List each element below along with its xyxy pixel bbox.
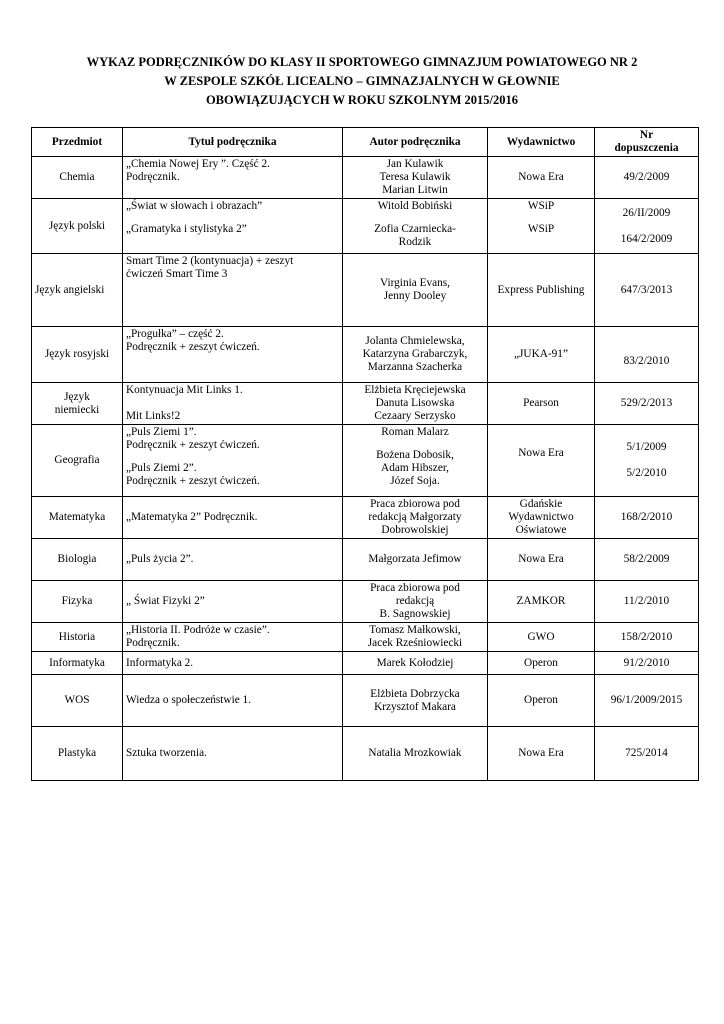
cell-subject: Język rosyjski [32,327,123,383]
number-line: 5/2/2010 [626,467,667,479]
author-line: Cezaary Serzysko [374,410,456,422]
table-row [32,675,699,727]
table-row [32,539,699,581]
author-line: Marian Litwin [382,184,448,196]
cell-number: 529/2/2013 [595,383,699,425]
title-line: Smart Time 2 (kontynuacja) + zeszyt [126,255,294,267]
cell-subject: Chemia [32,157,123,199]
title-line: Podręcznik + zeszyt ćwiczeń. [126,475,260,487]
cell-publisher: ZAMKOR [488,581,595,623]
number-line: 26/II/2009 [622,206,671,219]
cell-publisher [488,497,595,539]
title-line: ćwiczeń Smart Time 3 [126,268,228,280]
author-line: Dobrowolskiej [381,524,449,536]
cell-publisher: Pearson [488,383,595,425]
header-number-line-1: Nr [639,129,654,141]
author-line: Rodzik [398,236,432,248]
cell-publisher: Operon [488,675,595,727]
author-line: Jolanta Chmielewska, [365,335,465,347]
table-row [32,497,699,539]
cell-title: „Puls życia 2”. [123,539,343,581]
author-line: Jan Kulawik [386,158,444,170]
publisher-line: Wydawnictwo [508,511,574,523]
author-line: Bożena Dobosik, [376,449,454,461]
document-title [20,53,704,110]
cell-author [343,157,488,199]
author-line: Józef Soja. [390,475,440,487]
cell-number: 11/2/2010 [595,581,699,623]
cell-subject: WOS [32,675,123,727]
cell-subject: Matematyka [32,497,123,539]
cell-publisher: Nowa Era [488,539,595,581]
cell-title: Informatyka 2. [123,652,343,675]
title-line: „Świat w słowach i obrazach” [126,200,263,212]
author-line: Jacek Rześniowiecki [367,637,463,649]
cell-author: Marek Kołodziej [343,652,488,675]
publisher-line: Oświatowe [515,524,567,536]
author-line: Elżbieta Dobrzycka [370,687,460,700]
cell-title [123,254,343,327]
title-line: Kontynuacja Mit Links 1. [126,384,243,396]
cell-author [343,199,488,254]
table-row [32,652,699,675]
title-line: „Puls Ziemi 2”. [126,462,197,474]
textbook-table [31,127,699,781]
author-line: Danuta Lisowska [375,397,455,409]
author-line: Roman Malarz [381,426,449,438]
cell-title [123,327,343,383]
author-line: Jenny Dooley [383,290,447,302]
title-line: Mit Links!2 [126,410,181,422]
publisher-line: Gdańskie [519,498,563,510]
table-row [32,327,699,383]
cell-number: 58/2/2009 [595,539,699,581]
header-author: Autor podręcznika [343,128,488,157]
cell-publisher: Express Publishing [488,254,595,327]
cell-subject [32,383,123,425]
cell-number: 96/1/2009/2015 [595,675,699,727]
author-line: Elżbieta Kręciejewska [364,384,466,396]
title-line-3: OBOWIĄZUJĄCYCH W ROKU SZKOLNYM 2015/2016 [205,93,519,107]
title-line: Podręcznik. [126,637,180,649]
title-line-2: W ZESPOLE SZKÓŁ LICEALNO – GIMNAZJALNYCH W GŁOWNIE [164,74,560,88]
cell-publisher: Nowa Era [488,425,595,497]
table-row [32,254,699,327]
table-row [32,623,699,652]
cell-number: 158/2/2010 [595,623,699,652]
cell-title [123,623,343,652]
cell-author: Natalia Mrozkowiak [343,727,488,781]
author-line: Katarzyna Grabarczyk, [362,348,468,360]
cell-subject: Plastyka [32,727,123,781]
cell-publisher: GWO [488,623,595,652]
cell-subject: Język polski [32,199,123,254]
cell-author [343,675,488,727]
author-line: redakcją Małgorzaty [368,511,462,523]
cell-publisher: „JUKA-91” [488,327,595,383]
cell-subject: Historia [32,623,123,652]
title-line: Podręcznik + zeszyt ćwiczeń. [126,439,260,451]
table-row [32,199,699,254]
author-line: Zofia Czarniecka- [374,223,456,235]
table-row [32,425,699,497]
title-line: „Historia II. Podróże w czasie”. [126,624,270,636]
number-line: 164/2/2009 [620,232,673,245]
cell-title: „ Świat Fizyki 2” [123,581,343,623]
cell-title: Wiedza o społeczeństwie 1. [123,675,343,727]
table-row [32,157,699,199]
cell-number: 83/2/2010 [595,327,699,383]
cell-subject: Fizyka [32,581,123,623]
cell-subject: Język angielski [32,254,123,327]
header-title: Tytuł podręcznika [123,128,343,157]
author-line: redakcją [395,595,435,607]
author-line: B. Sagnowskiej [379,608,451,620]
title-line: „Puls Ziemi 1”. [126,426,197,438]
cell-author [343,581,488,623]
cell-number: 168/2/2010 [595,497,699,539]
cell-number: 647/3/2013 [595,254,699,327]
cell-subject: Biologia [32,539,123,581]
publisher-line: WSiP [527,223,555,235]
cell-number [595,425,699,497]
cell-title: „Matematyka 2” Podręcznik. [123,497,343,539]
author-line: Marzanna Szacherka [367,361,463,373]
title-line: „Progułka” – część 2. [126,328,224,340]
table-row [32,383,699,425]
cell-publisher: Nowa Era [488,727,595,781]
header-subject: Przedmiot [32,128,123,157]
cell-title [123,157,343,199]
cell-title [123,199,343,254]
publisher-line: WSiP [527,200,555,212]
author-line: Adam Hibszer, [381,462,449,474]
cell-title: Sztuka tworzenia. [123,727,343,781]
header-number-line-2: dopuszczenia [614,142,679,154]
cell-publisher: Nowa Era [488,157,595,199]
cell-title [123,425,343,497]
header-row [32,128,699,157]
cell-subject: Geografia [32,425,123,497]
header-number [595,128,699,157]
author-line: Praca zbiorowa pod [370,582,460,594]
cell-title [123,383,343,425]
title-line: „Chemia Nowej Ery ”. Część 2. [126,158,270,170]
cell-author [343,425,488,497]
author-line: Virginia Evans, [379,277,451,289]
cell-number [595,199,699,254]
header-publisher: Wydawnictwo [488,128,595,157]
cell-number: 49/2/2009 [595,157,699,199]
cell-author [343,327,488,383]
author-line: Teresa Kulawik [379,171,451,183]
number-line: 5/1/2009 [626,441,667,453]
title-line: „Gramatyka i stylistyka 2” [126,223,247,235]
subject-line: niemiecki [54,403,100,416]
cell-number: 725/2014 [595,727,699,781]
table-row [32,581,699,623]
cell-publisher [488,199,595,254]
cell-subject: Informatyka [32,652,123,675]
cell-author [343,497,488,539]
table-row [32,727,699,781]
cell-author [343,254,488,327]
title-line: Podręcznik + zeszyt ćwiczeń. [126,341,260,353]
title-line: Podręcznik. [126,171,180,183]
subject-line: Język [64,390,90,403]
cell-publisher: Operon [488,652,595,675]
cell-author [343,383,488,425]
cell-author: Małgorzata Jefimow [343,539,488,581]
author-line: Praca zbiorowa pod [370,498,460,510]
cell-number: 91/2/2010 [595,652,699,675]
author-line: Tomasz Małkowski, [369,624,461,636]
author-line: Witold Bobiński [377,200,453,212]
title-line-1: WYKAZ PODRĘCZNIKÓW DO KLASY II SPORTOWEGO GIMNAZJUM POWIATOWEGO NR 2 [86,55,638,69]
cell-author [343,623,488,652]
author-line: Krzysztof Makara [374,700,456,713]
